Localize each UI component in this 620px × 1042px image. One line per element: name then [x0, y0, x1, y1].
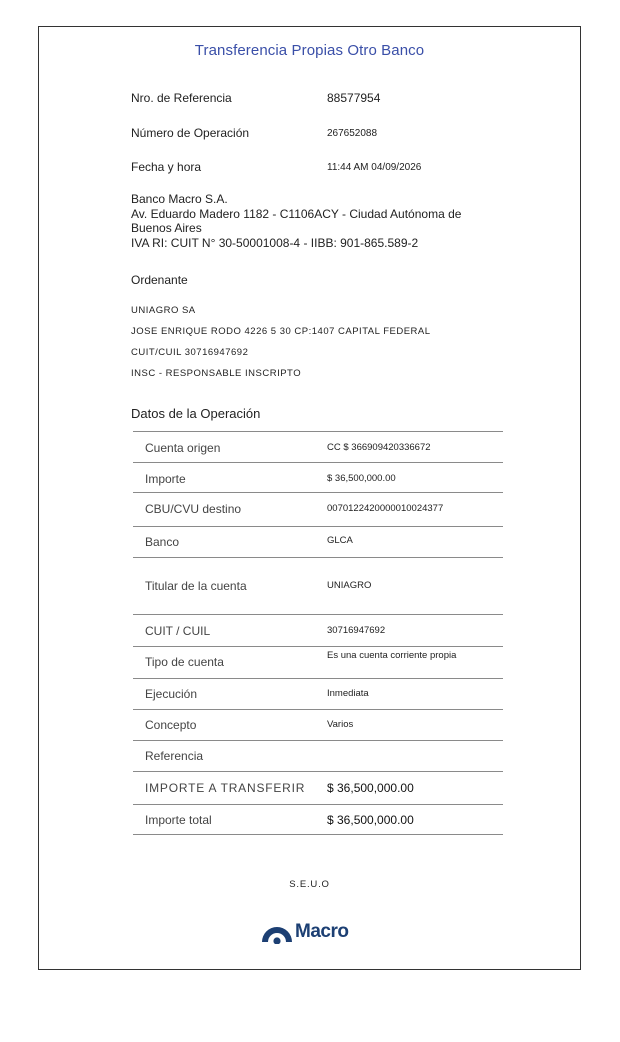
- row-label: Importe: [145, 472, 186, 486]
- row-value: 30716947692: [327, 625, 386, 636]
- operation-number-value: 267652088: [327, 128, 378, 139]
- row-value: CC $ 366909420336672: [327, 442, 431, 453]
- operation-number-field: [131, 126, 551, 144]
- row-label: Referencia: [145, 749, 204, 763]
- macro-arc-icon: [261, 922, 293, 944]
- row-label: Titular de la cuenta: [145, 579, 247, 593]
- row-label: Tipo de cuenta: [145, 655, 224, 669]
- row-label: CBU/CVU destino: [145, 502, 242, 516]
- bank-address-line1: Av. Eduardo Madero 1182 - C1106ACY - Ciudad Autónoma de: [131, 206, 462, 221]
- reference-number-value: 88577954: [327, 91, 381, 105]
- ordenante-tax-status: INSC - RESPONSABLE INSCRIPTO: [131, 368, 302, 379]
- row-label: CUIT / CUIL: [145, 624, 211, 638]
- ordenante-cuit: CUIT/CUIL 30716947692: [131, 347, 249, 358]
- row-value: GLCA: [327, 535, 353, 546]
- operation-heading: Datos de la Operación: [131, 406, 261, 421]
- table-row: [133, 678, 503, 709]
- row-value: 0070122420000010024377: [327, 503, 444, 514]
- table-row: [133, 804, 503, 835]
- transfer-receipt: [38, 26, 581, 970]
- row-label: Importe total: [145, 813, 212, 827]
- reference-number-field: [131, 91, 551, 109]
- table-row: [133, 557, 503, 614]
- operation-table: [133, 431, 503, 835]
- seuo-footer: S.E.U.O: [289, 879, 330, 890]
- macro-logo: [261, 920, 361, 948]
- date-time-value: 11:44 AM 04/09/2026: [327, 162, 422, 173]
- operation-number-label: Número de Operación: [131, 126, 250, 140]
- table-row: [133, 462, 503, 492]
- row-label: Cuenta origen: [145, 441, 221, 455]
- bank-tax-info: IVA RI: CUIT N° 30-50001008-4 - IIBB: 901-865.589-2: [131, 235, 419, 250]
- table-row: [133, 492, 503, 526]
- row-value: Inmediata: [327, 688, 369, 699]
- row-value: $ 36,500,000.00: [327, 781, 414, 795]
- row-value: Varios: [327, 719, 354, 730]
- reference-number-label: Nro. de Referencia: [131, 91, 232, 105]
- table-row: [133, 646, 503, 678]
- receipt-title: Transferencia Propias Otro Banco: [194, 42, 425, 59]
- bank-name: Banco Macro S.A.: [131, 192, 228, 206]
- row-value: Es una cuenta corriente propia: [327, 650, 457, 661]
- macro-logo-text: Macro: [295, 921, 349, 942]
- date-time-field: [131, 160, 551, 178]
- table-row: [133, 709, 503, 740]
- bank-address-line2: Buenos Aires: [131, 221, 202, 235]
- row-label: Banco: [145, 535, 180, 549]
- date-time-label: Fecha y hora: [131, 160, 202, 174]
- row-value: $ 36,500,000.00: [327, 473, 396, 484]
- row-label: Ejecución: [145, 687, 198, 701]
- ordenante-address: JOSE ENRIQUE RODO 4226 5 30 CP:1407 CAPITAL FEDERAL: [131, 326, 431, 337]
- row-label: Concepto: [145, 718, 197, 732]
- ordenante-heading: Ordenante: [131, 273, 188, 287]
- bank-info: [131, 192, 503, 250]
- ordenante-name: UNIAGRO SA: [131, 305, 196, 316]
- row-label: IMPORTE A TRANSFERIR: [145, 781, 306, 795]
- table-row: [133, 614, 503, 646]
- row-value: $ 36,500,000.00: [327, 813, 414, 827]
- table-row: [133, 771, 503, 804]
- row-value: UNIAGRO: [327, 580, 372, 591]
- table-row: [133, 431, 503, 462]
- table-row: [133, 526, 503, 557]
- table-row: [133, 740, 503, 771]
